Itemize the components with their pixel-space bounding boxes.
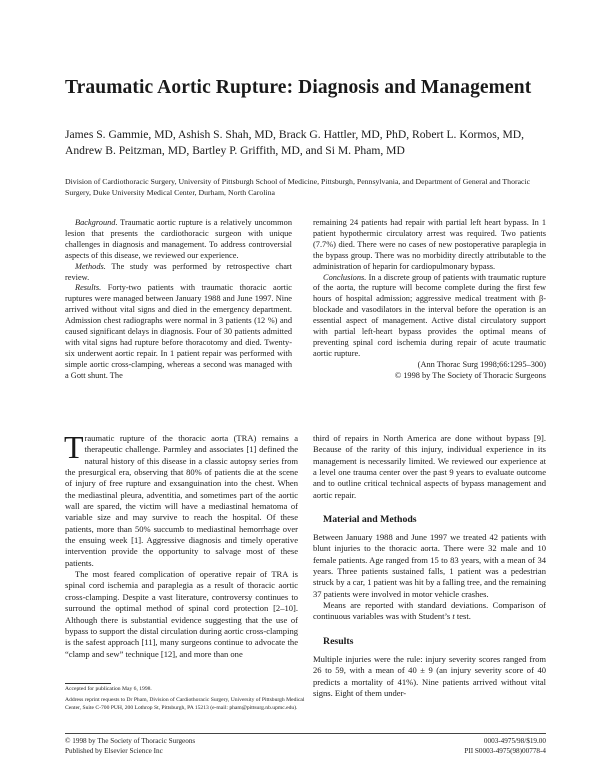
abstract-results: Forty-two patients with traumatic thoracic aortic ruptures were managed between January 1988 and June 1997. Nine arrived without vital signs and died in the emergency department. Admission chest radiographs were normal in 3 patients (12 %) and caused significant delays in diagnosis. Four of 30 patients admitted with vital signs had rupture before thoracotomy and died. Twenty-six underwent aortic repair. In 1 patient repair was performed with simple aortic cross-clamping, whereas a second was managed with a Gott shunt. The <box>65 283 292 380</box>
footer-issn: 0003-4975/98/$19.00 <box>483 737 546 745</box>
abstract-background: Traumatic aortic rupture is a relatively uncommon lesion that presents the cardiothoracic surgeon with unique challenges in diagnosis and management. To address controversial aspects of this disease, we reviewed our experience. <box>65 218 292 260</box>
abstract-citation: (Ann Thorac Surg 1998;66:1295–300) <box>417 359 546 369</box>
body-left-column <box>64 429 298 660</box>
author-list: James S. Gammie, MD, Ashish S. Shah, MD, Brack G. Hattler, MD, PhD, Robert L. Kormos, MD, Andrew B. Peitzman, MD, Bartley P. Griffith, MD, and Si M. Pham, MD <box>65 128 525 157</box>
methods-paragraph-2-text: Means are reported with standard deviations. Comparison of continuous variables was with Student’s <box>313 600 546 622</box>
footer-pii: PII S0003-4975(98)00778-4 <box>464 746 546 755</box>
abstract-results-label: Results. <box>75 283 102 293</box>
affiliation: Division of Cardiothoracic Surgery, University of Pittsburgh School of Medicine, Pittsburgh, Pennsylvania, and Department of General and Thoracic Surgery, Duke University Medical Center, Durham, North Carolina <box>65 177 531 197</box>
intro-paragraph-2: The most feared complication of operative repair of TRA is spinal cord ischemia and paraplegia as a result of thoracic aortic cross-clamping. Despite a vast literature, controversy continues to surround the optimal method of spinal cord protection [2–10]. Although there is substantial evidence suggesting that the use of bypass to support the distal circulation during aortic cross-clamping is the safest approach [11], many surgeons continue to advocate the “clamp and sew” technique [12], and more than one <box>65 569 298 659</box>
footnotes <box>65 686 305 716</box>
abstract-right-column <box>313 218 546 382</box>
abstract-methods-label: Methods. <box>75 261 106 271</box>
methods-paragraph-2-end: test. <box>454 611 471 622</box>
abstract-copyright: © 1998 by The Society of Thoracic Surgeons <box>394 370 546 380</box>
abstract-conclusions: In a discrete group of patients with traumatic rupture of the aorta, the rupture will become complete during the first few hours of hospital admission; aggressive medical treatment with β-blockade and vasodilators in the interval before the operation is an essential aspect of management. Active distal circulatory support with partial left-heart bypass provides the optimal means of preventing spinal cord ischemia during repair of acute traumatic aortic rupture. <box>313 272 546 358</box>
abstract-left-column <box>65 218 292 382</box>
footer-copyright: © 1998 by The Society of Thoracic Surgeons <box>65 737 196 745</box>
footer-publisher: Published by Elsevier Science Inc <box>65 746 163 755</box>
drop-cap: T <box>64 429 84 465</box>
methods-heading: Material and Methods <box>323 514 417 526</box>
abstract-background-label: Background. <box>75 218 118 227</box>
article-title: Traumatic Aortic Rupture: Diagnosis and Management <box>65 77 532 98</box>
intro-continued: third of repairs in North America are done without bypass [9]. Because of the rarity of this injury, individual experience in its management is necessarily limited. We reviewed our experience at a level one trauma center over the past 9 years to evaluate outcome and to outline critical technical aspects of bypass management and aortic repair. <box>313 433 546 500</box>
methods-paragraph-2 <box>313 600 546 623</box>
footer-right <box>464 737 546 756</box>
body-right-column <box>313 433 546 699</box>
methods-t-italic: t <box>452 611 455 622</box>
footnote-accepted: Accepted for publication May 6, 1998. <box>65 686 152 692</box>
results-paragraph-1: Multiple injuries were the rule: injury severity scores ranged from 26 to 59, with a mean of 40 ± 9 (an injury severity score of 40 predicts a mortality of 41%). Nine patients arrived without vital signs. Eight of them under- <box>313 653 546 698</box>
footer-divider <box>65 733 546 734</box>
footer-left <box>65 737 195 756</box>
abstract-methods: The study was performed by retrospective chart review. <box>65 261 292 282</box>
results-heading: Results <box>323 635 354 647</box>
methods-paragraph-1: Between January 1988 and June 1997 we treated 42 patients with blunt injuries to the thoracic aorta. There were 32 male and 10 female patients. Age ranged from 15 to 83 years, with a mean of 34 years. Three patients sustained falls, 1 patient was a pedestrian struck by a car, 1 patient was hit by a falling tree, and the remaining 37 patients were involved in motor vehicle crashes. <box>313 532 546 599</box>
footnote-divider <box>65 683 111 684</box>
footnote-reprint: Address reprint requests to Dr Pham, Division of Cardiothoracic Surgery, University of Pittsburgh Medical Center, Suite C-700 PUH, 200 Lothrop St, Pittsburgh, PA 15213 (e-mail: pham@pittsurg.nb.upmc.edu). <box>65 697 305 711</box>
abstract-results-continued: remaining 24 patients had repair with partial left heart bypass. In 1 patient hypothermic circulatory arrest was required. Two patients (7.7%) died. There were no cases of new postoperative paraplegia in the bypass group. There was no morbidity directly attributable to the administration of heparin for cardiopulmonary bypass. <box>313 218 546 271</box>
intro-paragraph-1: raumatic rupture of the thoracic aorta (TRA) remains a therapeutic challenge. Parmley and associates [1] defined the natural history of this disease in a classic autopsy series from the presurgical era, observing that 80% of patients die at the scene of injury of free rupture and exsanguination into the chest. When the mediastinal pleura, adventitia, and sometimes part of the aortic wall are spared, the victim will have a mediastinal hematoma of variable size and may survive to reach the hospital. Of these patients, more than 50% succumb to mediastinal hemorrhage over the ensuing week [1]. Aggressive diagnosis and timely operative intervention provide the opportunity to salvage most of these patients. <box>65 433 298 568</box>
abstract-conclusions-label: Conclusions. <box>323 272 367 282</box>
